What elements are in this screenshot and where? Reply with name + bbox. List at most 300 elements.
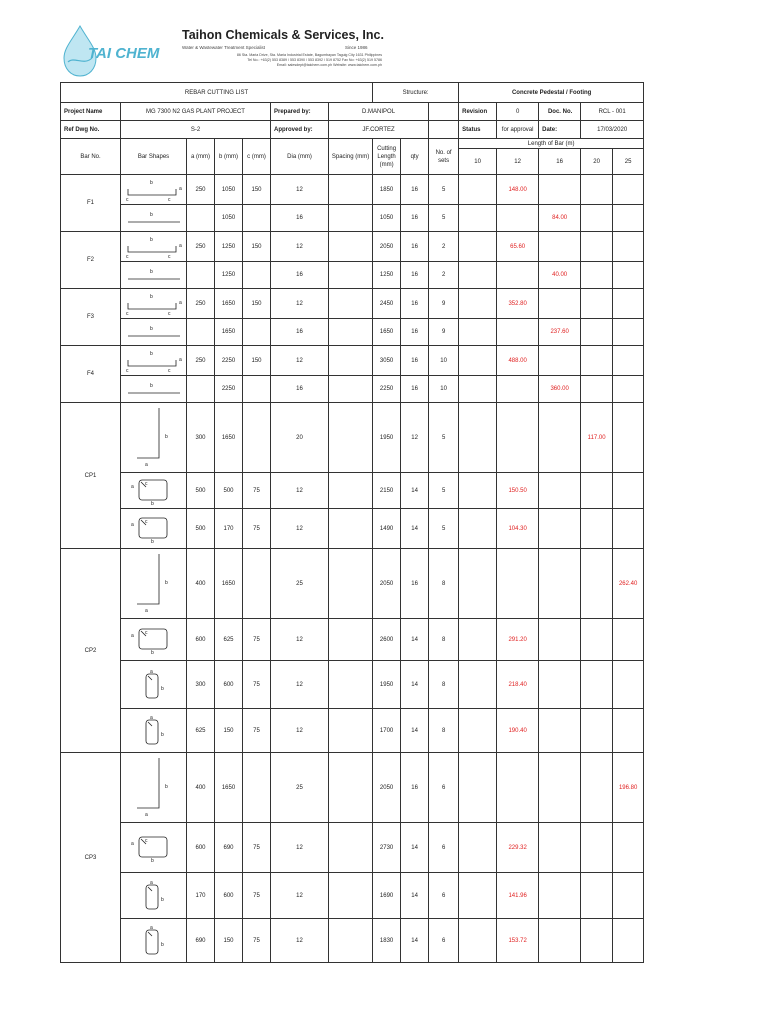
- company-name: Taihon Chemicals & Services, Inc.: [182, 28, 384, 42]
- tie-shape: [129, 476, 179, 506]
- logo-text: TAI CHEM: [88, 45, 160, 62]
- dia-value: 12: [271, 175, 329, 205]
- length-10: [459, 509, 497, 549]
- shape-label: a: [144, 461, 148, 468]
- tall-tie-shape: [134, 714, 174, 748]
- address-line: 86 Sta. Maria Drive, Sta. Maria Industrial Estate, Bagumbayan Taguig City 1631 Philippines: [236, 53, 382, 57]
- company-since: Since 1986: [345, 45, 368, 50]
- length-25: [613, 289, 644, 319]
- ref-dwg-label: Ref Dwg No.: [61, 121, 121, 139]
- length-25: 262.40: [613, 549, 644, 619]
- spacing-value: [329, 619, 373, 661]
- b-value: 1050: [215, 205, 243, 232]
- table-row: [61, 376, 644, 403]
- address-line: Tel No.: +63(2) 553 8389 / 553 8390 / 553 8392 / 519 8752 Fax No: +63(2) 519 5786: [247, 58, 382, 62]
- cutting-length-value: 2150: [373, 473, 401, 509]
- cutting-length-value: 2050: [373, 753, 401, 823]
- approved-by-value: JF.CORTEZ: [329, 121, 429, 139]
- a-value: [187, 376, 215, 403]
- spacing-value: [329, 175, 373, 205]
- length-12: 65.60: [497, 232, 539, 262]
- list-title: REBAR CUTTING LIST: [61, 83, 373, 103]
- length-10: [459, 709, 497, 753]
- length-20: [581, 753, 613, 823]
- tie-shape: [129, 514, 179, 544]
- length-12: 229.32: [497, 823, 539, 873]
- table-row: [61, 619, 644, 661]
- length-20: [581, 919, 613, 963]
- dia-value: 12: [271, 473, 329, 509]
- hooked-bar-shape: [124, 350, 184, 372]
- a-value: 170: [187, 873, 215, 919]
- l-bar-shape: [129, 756, 179, 820]
- length-25: [613, 205, 644, 232]
- b-value: 1650: [215, 289, 243, 319]
- length-25: [613, 232, 644, 262]
- length-12: 153.72: [497, 919, 539, 963]
- shape-label: c: [125, 310, 128, 317]
- sets-value: 6: [429, 753, 459, 823]
- revision-label: Revision: [459, 103, 497, 121]
- bar-no: F1: [61, 175, 121, 232]
- c-value: 75: [243, 823, 271, 873]
- table-row: [61, 509, 644, 549]
- shape-label: a: [178, 356, 182, 363]
- spacing-value: [329, 346, 373, 376]
- spacing-value: [329, 403, 373, 473]
- tie-shape: [129, 625, 179, 655]
- a-value: 600: [187, 823, 215, 873]
- shape-label: b: [160, 731, 164, 738]
- shape-label: c: [167, 253, 170, 260]
- rebar-cutting-list-table: [60, 82, 644, 963]
- length-20: [581, 873, 613, 919]
- shape-label: a: [149, 668, 153, 675]
- spacing-value: [329, 753, 373, 823]
- shape-label: b: [150, 500, 154, 507]
- b-value: 2250: [215, 376, 243, 403]
- a-value: 300: [187, 403, 215, 473]
- a-value: 250: [187, 346, 215, 376]
- a-value: [187, 319, 215, 346]
- c-value: 75: [243, 619, 271, 661]
- tall-tie-shape: [134, 924, 174, 958]
- prepared-by-label: Prepared by:: [271, 103, 329, 121]
- qty-value: 14: [401, 619, 429, 661]
- qty-value: 16: [401, 175, 429, 205]
- project-name-value: MG 7300 N2 GAS PLANT PROJECT: [121, 103, 271, 121]
- shape-label: b: [160, 896, 164, 903]
- spacing-value: [329, 823, 373, 873]
- project-name-label: Project Name: [61, 103, 121, 121]
- bar-shape-cell: [121, 919, 187, 963]
- qty-value: 14: [401, 661, 429, 709]
- length-20: [581, 232, 613, 262]
- col-b: b (mm): [215, 139, 243, 175]
- a-value: 400: [187, 753, 215, 823]
- col-c: c (mm): [243, 139, 271, 175]
- b-value: 1650: [215, 549, 243, 619]
- cutting-length-value: 2450: [373, 289, 401, 319]
- length-16: [539, 919, 581, 963]
- qty-value: 14: [401, 509, 429, 549]
- shape-label: a: [149, 924, 153, 931]
- sets-value: 6: [429, 919, 459, 963]
- a-value: 500: [187, 473, 215, 509]
- bar-shape-cell: [121, 823, 187, 873]
- c-value: [243, 262, 271, 289]
- qty-value: 16: [401, 549, 429, 619]
- table-row: [61, 262, 644, 289]
- date-label: Date:: [539, 121, 581, 139]
- spacing-value: [329, 473, 373, 509]
- structure-value: Concrete Pedestal / Footing: [459, 83, 644, 103]
- length-20: [581, 509, 613, 549]
- length-10: [459, 262, 497, 289]
- length-20: [581, 709, 613, 753]
- shape-label: c: [167, 310, 170, 317]
- length-10: [459, 661, 497, 709]
- spacing-value: [329, 549, 373, 619]
- length-16: 360.00: [539, 376, 581, 403]
- length-20: [581, 823, 613, 873]
- l-bar-shape: [129, 552, 179, 616]
- cutting-length-value: 1490: [373, 509, 401, 549]
- shape-label: b: [149, 383, 153, 389]
- shape-label: a: [144, 811, 148, 818]
- b-value: 170: [215, 509, 243, 549]
- length-25: [613, 403, 644, 473]
- length-10: [459, 376, 497, 403]
- c-value: 75: [243, 709, 271, 753]
- bar-shape-cell: [121, 376, 187, 403]
- bar-shape-cell: [121, 346, 187, 376]
- length-10: [459, 289, 497, 319]
- qty-value: 16: [401, 289, 429, 319]
- ref-dwg-value: S-2: [121, 121, 271, 139]
- sets-value: 8: [429, 619, 459, 661]
- tie-shape: [129, 833, 179, 863]
- col-dia-20: 20: [581, 149, 613, 175]
- length-12: [497, 205, 539, 232]
- b-value: 690: [215, 823, 243, 873]
- qty-value: 16: [401, 232, 429, 262]
- dia-value: 16: [271, 205, 329, 232]
- table-row: [61, 289, 644, 319]
- length-16: [539, 346, 581, 376]
- length-16: [539, 549, 581, 619]
- bar-shape-cell: [121, 473, 187, 509]
- cutting-length-value: 2250: [373, 376, 401, 403]
- shape-label: b: [149, 293, 153, 300]
- length-25: [613, 175, 644, 205]
- shape-label: a: [178, 242, 182, 249]
- tall-tie-shape: [134, 879, 174, 913]
- col-a: a (mm): [187, 139, 215, 175]
- shape-label: b: [164, 783, 168, 790]
- dia-value: 12: [271, 873, 329, 919]
- shape-label: c: [144, 480, 147, 487]
- hooked-bar-shape: [124, 293, 184, 315]
- blank-cell: [429, 121, 459, 139]
- shape-label: a: [178, 299, 182, 306]
- c-value: 75: [243, 661, 271, 709]
- dia-value: 12: [271, 509, 329, 549]
- length-10: [459, 175, 497, 205]
- sets-value: 6: [429, 823, 459, 873]
- dia-value: 12: [271, 661, 329, 709]
- length-20: [581, 289, 613, 319]
- shape-label: a: [130, 840, 134, 847]
- bar-shape-cell: [121, 753, 187, 823]
- sets-value: 10: [429, 376, 459, 403]
- b-value: 600: [215, 661, 243, 709]
- length-16: [539, 289, 581, 319]
- dia-value: 12: [271, 823, 329, 873]
- table-row: [61, 661, 644, 709]
- status-label: Status: [459, 121, 497, 139]
- bar-shape-cell: [121, 319, 187, 346]
- length-10: [459, 346, 497, 376]
- col-dia-25: 25: [613, 149, 644, 175]
- shape-label: b: [149, 212, 153, 218]
- length-10: [459, 823, 497, 873]
- table-row: [61, 873, 644, 919]
- sets-value: 10: [429, 346, 459, 376]
- length-20: [581, 619, 613, 661]
- length-10: [459, 753, 497, 823]
- length-16: [539, 403, 581, 473]
- bar-no: CP3: [61, 753, 121, 963]
- blank-cell: [429, 103, 459, 121]
- dia-value: 12: [271, 346, 329, 376]
- b-value: 150: [215, 919, 243, 963]
- col-sets: No. of sets: [429, 139, 459, 175]
- bar-no: CP2: [61, 549, 121, 753]
- sets-value: 5: [429, 205, 459, 232]
- length-25: [613, 319, 644, 346]
- length-12: 218.40: [497, 661, 539, 709]
- length-12: [497, 262, 539, 289]
- shape-label: b: [150, 857, 154, 864]
- dia-value: 12: [271, 289, 329, 319]
- length-12: [497, 319, 539, 346]
- qty-value: 16: [401, 262, 429, 289]
- length-10: [459, 403, 497, 473]
- approved-by-label: Approved by:: [271, 121, 329, 139]
- spacing-value: [329, 376, 373, 403]
- doc-no-value: RCL - 001: [581, 103, 644, 121]
- c-value: [243, 549, 271, 619]
- qty-value: 14: [401, 473, 429, 509]
- table-row: [61, 319, 644, 346]
- length-10: [459, 619, 497, 661]
- b-value: 1050: [215, 175, 243, 205]
- length-20: [581, 661, 613, 709]
- b-value: 625: [215, 619, 243, 661]
- tall-tie-shape: [134, 668, 174, 702]
- qty-value: 12: [401, 403, 429, 473]
- length-25: [613, 873, 644, 919]
- a-value: 625: [187, 709, 215, 753]
- bar-shape-cell: [121, 509, 187, 549]
- length-20: [581, 262, 613, 289]
- length-10: [459, 873, 497, 919]
- cutting-length-value: 1700: [373, 709, 401, 753]
- sets-value: 5: [429, 473, 459, 509]
- a-value: [187, 262, 215, 289]
- straight-bar-shape: [124, 267, 184, 283]
- b-value: 1650: [215, 319, 243, 346]
- shape-label: a: [144, 607, 148, 614]
- a-value: 690: [187, 919, 215, 963]
- dia-value: 20: [271, 403, 329, 473]
- hooked-bar-shape: [124, 236, 184, 258]
- table-row: [61, 232, 644, 262]
- table-row: [61, 403, 644, 473]
- dia-value: 16: [271, 376, 329, 403]
- a-value: 250: [187, 289, 215, 319]
- length-16: [539, 175, 581, 205]
- spacing-value: [329, 709, 373, 753]
- cutting-length-value: 2600: [373, 619, 401, 661]
- shape-label: b: [149, 236, 153, 243]
- bar-shape-cell: [121, 403, 187, 473]
- shape-label: a: [130, 483, 134, 490]
- length-25: [613, 619, 644, 661]
- qty-value: 14: [401, 709, 429, 753]
- col-dia-12: 12: [497, 149, 539, 175]
- shape-label: c: [167, 196, 170, 203]
- length-12: 352.80: [497, 289, 539, 319]
- sets-value: 9: [429, 289, 459, 319]
- col-cutting-length: Cutting Length (mm): [373, 139, 401, 175]
- qty-value: 16: [401, 346, 429, 376]
- bar-shape-cell: [121, 709, 187, 753]
- table-row: [61, 709, 644, 753]
- cutting-length-value: 2050: [373, 232, 401, 262]
- length-25: [613, 262, 644, 289]
- status-value: for approval: [497, 121, 539, 139]
- cutting-length-value: 2050: [373, 549, 401, 619]
- c-value: 75: [243, 509, 271, 549]
- straight-bar-shape: [124, 324, 184, 340]
- length-12: 104.30: [497, 509, 539, 549]
- dia-value: 25: [271, 549, 329, 619]
- c-value: 150: [243, 232, 271, 262]
- dia-value: 12: [271, 619, 329, 661]
- bar-no: F2: [61, 232, 121, 289]
- length-12: 150.50: [497, 473, 539, 509]
- cutting-length-value: 1950: [373, 661, 401, 709]
- hooked-bar-shape: [124, 179, 184, 201]
- b-value: 2250: [215, 346, 243, 376]
- qty-value: 14: [401, 873, 429, 919]
- spacing-value: [329, 289, 373, 319]
- shape-label: b: [149, 179, 153, 186]
- bar-shape-cell: [121, 175, 187, 205]
- straight-bar-shape: [124, 381, 184, 397]
- a-value: [187, 205, 215, 232]
- tai-chem-logo: [58, 22, 178, 78]
- shape-label: c: [144, 837, 147, 844]
- cutting-length-value: 3050: [373, 346, 401, 376]
- length-12: 190.40: [497, 709, 539, 753]
- length-16: [539, 823, 581, 873]
- c-value: 75: [243, 873, 271, 919]
- bar-shape-cell: [121, 262, 187, 289]
- col-dia-10: 10: [459, 149, 497, 175]
- length-25: [613, 473, 644, 509]
- table-row: [61, 175, 644, 205]
- spacing-value: [329, 205, 373, 232]
- col-dia-16: 16: [539, 149, 581, 175]
- length-10: [459, 205, 497, 232]
- c-value: 150: [243, 346, 271, 376]
- a-value: 400: [187, 549, 215, 619]
- length-10: [459, 549, 497, 619]
- cutting-length-value: 1250: [373, 262, 401, 289]
- doc-no-label: Doc. No.: [539, 103, 581, 121]
- c-value: 75: [243, 919, 271, 963]
- letterhead: [58, 22, 398, 78]
- cutting-length-value: 1650: [373, 319, 401, 346]
- cutting-length-value: 2730: [373, 823, 401, 873]
- sets-value: 8: [429, 661, 459, 709]
- cutting-length-value: 1050: [373, 205, 401, 232]
- b-value: 1650: [215, 753, 243, 823]
- table-row: [61, 473, 644, 509]
- shape-label: b: [149, 269, 153, 275]
- bar-shape-cell: [121, 232, 187, 262]
- company-tagline: Water & Wastewater Treatment Specialist: [182, 45, 265, 50]
- col-bar-shapes: Bar Shapes: [121, 139, 187, 175]
- table-row: [61, 205, 644, 232]
- length-16: [539, 619, 581, 661]
- length-16: [539, 709, 581, 753]
- col-length-of-bar: Length of Bar (m): [459, 139, 644, 149]
- sets-value: 6: [429, 873, 459, 919]
- spacing-value: [329, 232, 373, 262]
- shape-label: c: [125, 196, 128, 203]
- length-12: [497, 753, 539, 823]
- c-value: 150: [243, 289, 271, 319]
- table-row: [61, 549, 644, 619]
- bar-shape-cell: [121, 619, 187, 661]
- b-value: 150: [215, 709, 243, 753]
- length-20: [581, 473, 613, 509]
- length-12: [497, 403, 539, 473]
- shape-label: a: [178, 185, 182, 192]
- date-value: 17/03/2020: [581, 121, 644, 139]
- cutting-length-value: 1950: [373, 403, 401, 473]
- cutting-length-value: 1830: [373, 919, 401, 963]
- length-20: [581, 549, 613, 619]
- revision-value: 0: [497, 103, 539, 121]
- length-12: [497, 376, 539, 403]
- address-line: Email: salesdept@taichem.com.ph Website: www.taichem.com.ph: [276, 63, 382, 67]
- shape-label: c: [144, 629, 147, 636]
- c-value: [243, 403, 271, 473]
- bar-no: F3: [61, 289, 121, 346]
- length-16: [539, 232, 581, 262]
- spacing-value: [329, 319, 373, 346]
- straight-bar-shape: [124, 210, 184, 226]
- cutting-length-value: 1690: [373, 873, 401, 919]
- qty-value: 16: [401, 753, 429, 823]
- length-25: [613, 661, 644, 709]
- c-value: [243, 319, 271, 346]
